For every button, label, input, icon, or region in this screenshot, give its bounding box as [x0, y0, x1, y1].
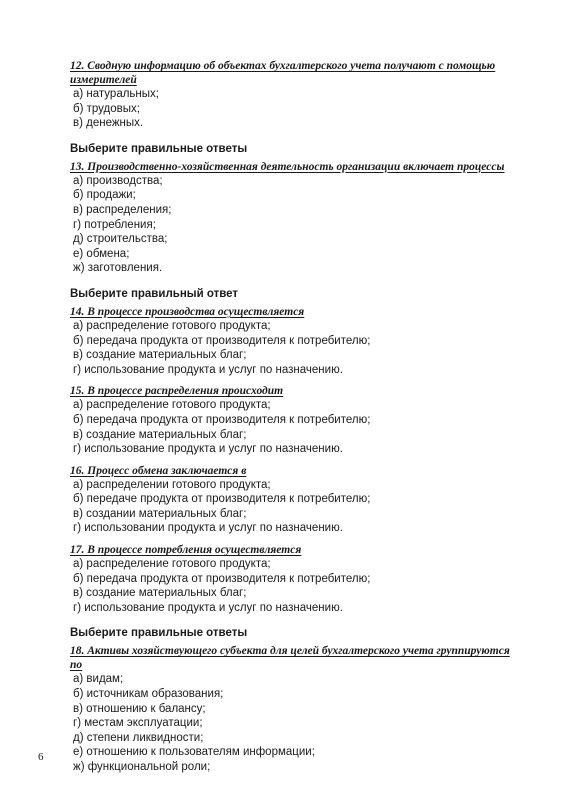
- question-text: 12. Сводную информацию об объектах бухгалтерского учета получают с помощью измерителей: [70, 60, 496, 86]
- question-block: [70, 644, 522, 774]
- question-block: [70, 59, 522, 131]
- answer-option: г) использование продукта и услуг по назначению.: [73, 443, 343, 456]
- answer-option: ж) заготовления.: [73, 262, 163, 275]
- answer-option: г) местам эксплуатации;: [73, 717, 203, 730]
- answer-option: в) создание материальных благ;: [73, 587, 247, 600]
- answer-option: а) производства;: [73, 174, 163, 187]
- section-instruction: Выберите правильный ответ: [70, 287, 239, 300]
- answer-option: в) отношению к балансу;: [73, 702, 206, 715]
- answer-option: а) натуральных;: [73, 88, 159, 100]
- answer-option: а) распределение готового продукта;: [73, 558, 271, 571]
- answer-option: в) создании материальных благ;: [73, 507, 247, 520]
- answer-option: б) источникам образования;: [73, 688, 224, 701]
- section-instruction: Выберите правильные ответы: [70, 627, 248, 640]
- answer-option: в) денежных.: [73, 117, 144, 130]
- answer-option: д) степени ликвидности;: [73, 731, 204, 744]
- answer-option: а) распределении готового продукта;: [73, 478, 271, 491]
- answer-option: а) распределение готового продукта;: [73, 319, 271, 332]
- answer-option: г) использование продукта и услуг по назначению.: [73, 601, 343, 614]
- document-page: [70, 56, 522, 775]
- answer-option: б) трудовых;: [73, 102, 140, 115]
- answer-option: б) передаче продукта от производителя к потребителю;: [73, 493, 371, 506]
- answer-option: а) распределение готового продукта;: [73, 399, 271, 412]
- answer-option: а) видам;: [73, 673, 124, 686]
- question-block: [70, 160, 522, 276]
- answer-option: б) продажи;: [73, 189, 136, 202]
- answer-option: в) распределения;: [73, 203, 172, 216]
- answer-option: в) создание материальных благ;: [73, 349, 247, 362]
- answer-option: г) потребления;: [73, 218, 156, 231]
- answer-option: ж) функциональной роли;: [73, 761, 211, 773]
- answer-option: е) обмена;: [73, 247, 130, 260]
- answer-option: б) передача продукта от производителя к потребителю;: [73, 334, 371, 347]
- answer-option: г) использование продукта и услуг по назначению.: [73, 363, 343, 376]
- answer-option: б) передача продукта от производителя к потребителю;: [73, 572, 371, 585]
- answer-option: е) отношению к пользователям информации;: [73, 746, 315, 759]
- question-text: 17. В процессе потребления осуществляется: [70, 544, 302, 557]
- page-number: 6: [38, 751, 44, 763]
- answer-option: д) строительства;: [73, 233, 168, 246]
- question-block: [70, 457, 522, 536]
- answer-option: б) передача продукта от производителя к потребителю;: [73, 413, 371, 426]
- question-block: [70, 305, 522, 377]
- question-block: [70, 377, 522, 456]
- question-text: 15. В процессе распределения происходит: [70, 385, 284, 398]
- question-text: 13. Производственно-хозяйственная деятельность организации включает процессы: [70, 160, 505, 173]
- answer-option: г) использовании продукта и услуг по назначению.: [73, 522, 343, 535]
- section-instruction: Выберите правильные ответы: [70, 142, 248, 155]
- answer-option: в) создание материальных благ;: [73, 428, 247, 441]
- question-text: 14. В процессе производства осуществляется: [70, 305, 305, 318]
- question-text: 16. Процесс обмена заключается в: [70, 464, 247, 477]
- question-block: [70, 536, 522, 615]
- question-text: 18. Активы хозяйствующего субъекта для целей бухгалтерского учета группируются по: [70, 645, 510, 672]
